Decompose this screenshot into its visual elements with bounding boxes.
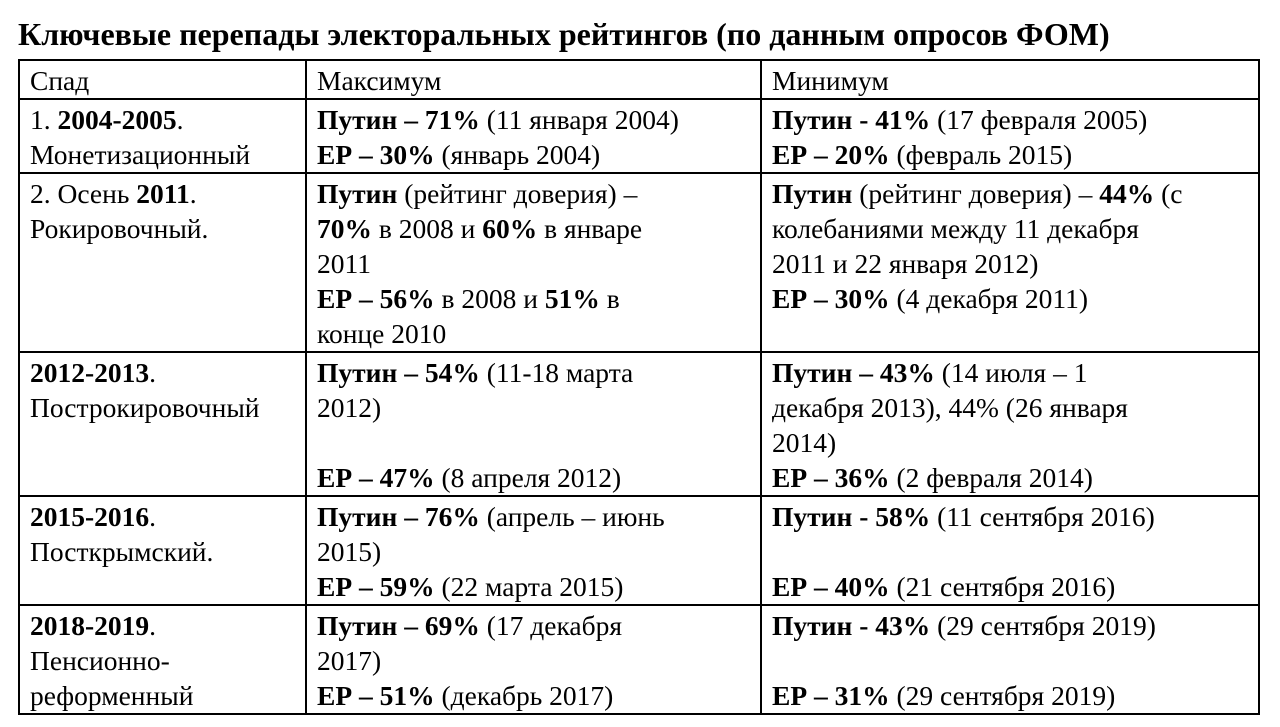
period-cell: 2015-2016. Посткрымский. (19, 496, 306, 605)
table-row (19, 173, 1259, 352)
minimum-cell: Путин (рейтинг доверия) – 44% (с колебаниями между 11 декабря 2011 и 22 января 2012) ЕР – 30% (4 декабря 2011) (761, 173, 1259, 352)
minimum-cell: Путин - 41% (17 февраля 2005) ЕР – 20% (февраль 2015) (761, 99, 1259, 173)
table-row (19, 496, 1259, 605)
ratings-table (18, 59, 1260, 715)
maximum-cell: Путин – 54% (11-18 марта 2012) ЕР – 47% (8 апреля 2012) (306, 352, 761, 496)
minimum-cell: Путин - 43% (29 сентября 2019) ЕР – 31% (29 сентября 2019) (761, 605, 1259, 714)
period-cell: 2. Осень 2011. Рокировочный. (19, 173, 306, 352)
period-cell: 1. 2004-2005. Монетизационный (19, 99, 306, 173)
header-cell-decline: Спад (19, 60, 306, 99)
period-cell: 2018-2019. Пенсионно- реформенный (19, 605, 306, 714)
table-row (19, 352, 1259, 496)
maximum-cell: Путин (рейтинг доверия) – 70% в 2008 и 60% в январе 2011 ЕР – 56% в 2008 и 51% в конце 2010 (306, 173, 761, 352)
maximum-cell: Путин – 76% (апрель – июнь 2015) ЕР – 59% (22 марта 2015) (306, 496, 761, 605)
minimum-cell: Путин - 58% (11 сентября 2016) ЕР – 40% (21 сентября 2016) (761, 496, 1259, 605)
maximum-cell: Путин – 71% (11 января 2004) ЕР – 30% (январь 2004) (306, 99, 761, 173)
document-title: Ключевые перепады электоральных рейтингов (по данным опросов ФОМ) (18, 16, 1110, 52)
header-cell-maximum: Максимум (306, 60, 761, 99)
minimum-cell: Путин – 43% (14 июля – 1 декабря 2013), 44% (26 января 2014) ЕР – 36% (2 февраля 2014) (761, 352, 1259, 496)
header-cell-minimum: Минимум (761, 60, 1259, 99)
table-header-row (19, 60, 1259, 99)
maximum-cell: Путин – 69% (17 декабря 2017) ЕР – 51% (декабрь 2017) (306, 605, 761, 714)
table-row (19, 605, 1259, 714)
period-cell: 2012-2013. Построкировочный (19, 352, 306, 496)
table-row (19, 99, 1259, 173)
